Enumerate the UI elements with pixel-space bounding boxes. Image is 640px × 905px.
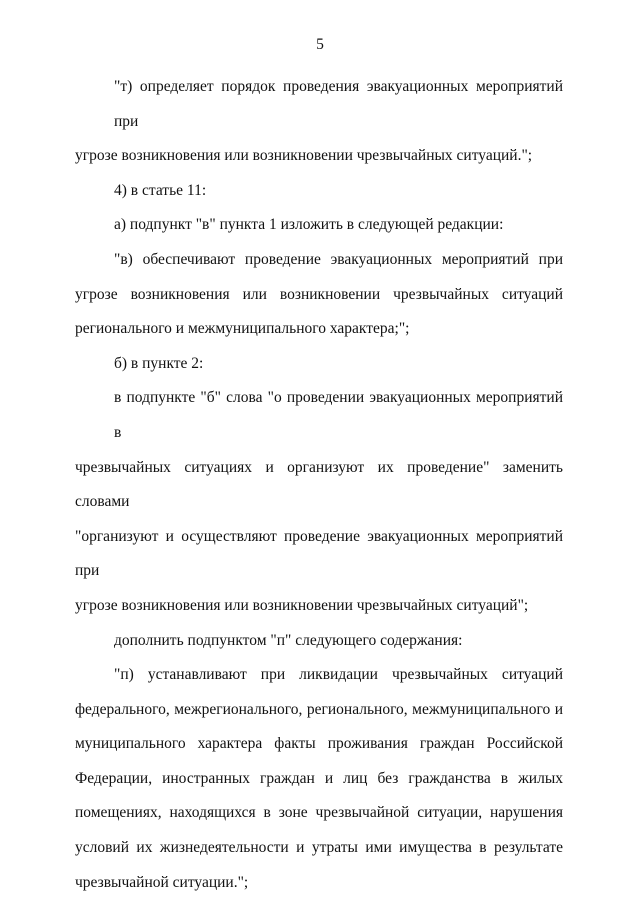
text-line: Федерации, иностранных граждан и лиц без гражданства в жилых bbox=[75, 769, 563, 787]
paragraph-article-11 bbox=[75, 174, 563, 209]
text-line: "организуют и осуществляют проведение эвакуационных мероприятий при bbox=[75, 527, 563, 580]
document-body bbox=[75, 70, 563, 900]
text-line: "в) обеспечивают проведение эвакуационных мероприятий при bbox=[114, 250, 563, 268]
text-line: чрезвычайной ситуации."; bbox=[75, 873, 249, 891]
paragraph-point-a bbox=[75, 208, 563, 243]
text-line: федерального, межрегионального, регионального, межмуниципального и bbox=[75, 700, 563, 718]
paragraph-subitem-t bbox=[75, 70, 563, 174]
text-line: в подпункте "б" слова "о проведении эвакуационных мероприятий в bbox=[114, 389, 563, 441]
paragraph-point-b bbox=[75, 347, 563, 382]
text-line: регионального и межмуниципального характера;"; bbox=[75, 320, 410, 338]
text-line: чрезвычайных ситуациях и организуют их проведение" заменить словами bbox=[75, 458, 563, 511]
paragraph-subitem-b-replace bbox=[75, 381, 563, 623]
text-line: а) подпункт "в" пункта 1 изложить в следующей редакции: bbox=[114, 216, 504, 234]
text-line: "п) устанавливают при ликвидации чрезвычайных ситуаций bbox=[114, 666, 563, 684]
text-line: помещениях, находящихся в зоне чрезвычайной ситуации, нарушения bbox=[75, 804, 563, 822]
paragraph-subitem-p bbox=[75, 658, 563, 900]
text-line: угрозе возникновения или возникновении чрезвычайных ситуаций bbox=[75, 285, 563, 303]
text-line: "т) определяет порядок проведения эвакуационных мероприятий при bbox=[114, 78, 563, 130]
paragraph-add-subitem-p bbox=[75, 624, 563, 659]
text-line: дополнить подпунктом "п" следующего содержания: bbox=[114, 631, 463, 649]
text-line: муниципального характера факты проживания граждан Российской bbox=[75, 735, 563, 753]
paragraph-subitem-v bbox=[75, 243, 563, 347]
text-line: б) в пункте 2: bbox=[114, 354, 204, 372]
text-line: 4) в статье 11: bbox=[114, 181, 207, 199]
text-line: угрозе возникновения или возникновении чрезвычайных ситуаций"; bbox=[75, 596, 529, 614]
page-number: 5 bbox=[316, 36, 324, 53]
text-line: условий их жизнедеятельности и утраты ими имущества в результате bbox=[75, 839, 563, 857]
text-line: угрозе возникновения или возникновении чрезвычайных ситуаций."; bbox=[75, 147, 533, 165]
